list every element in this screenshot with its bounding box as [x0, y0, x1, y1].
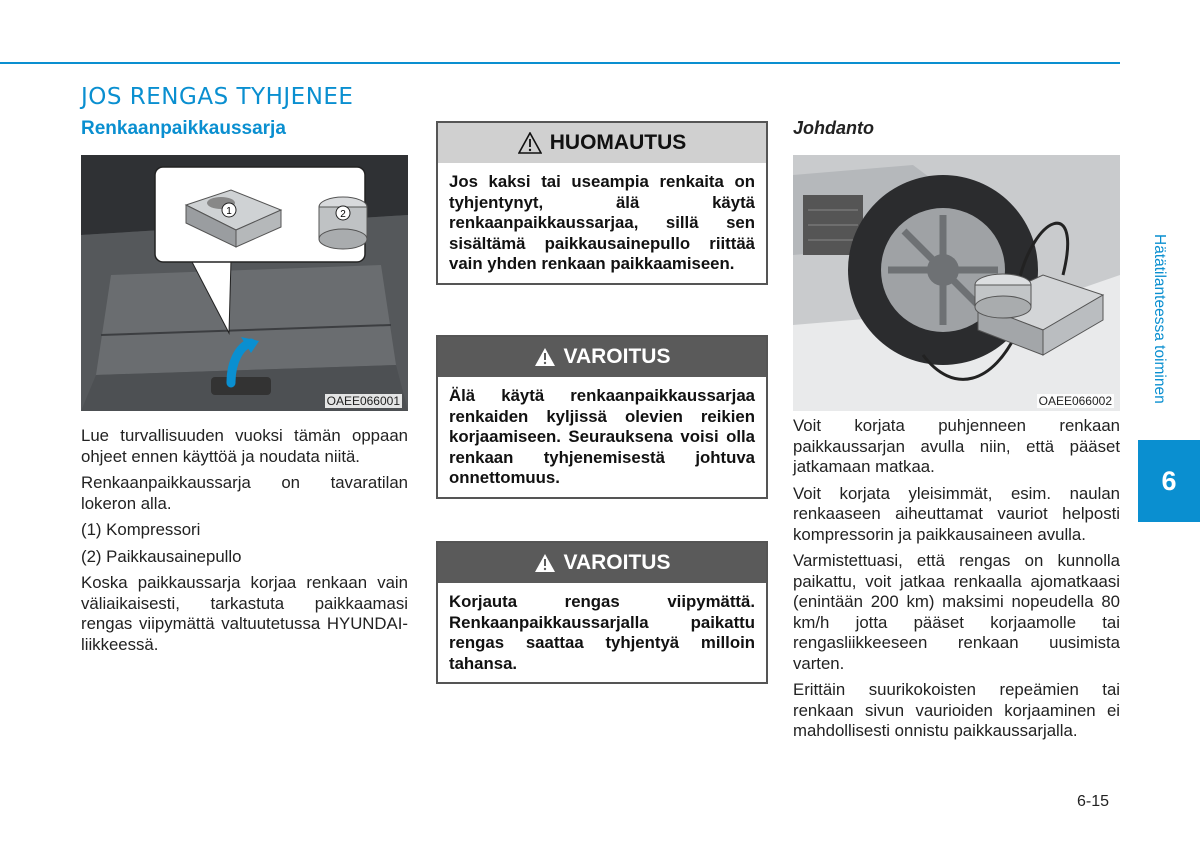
caution-icon: [518, 132, 542, 154]
figure-car-tire-kit: [793, 155, 1120, 411]
chapter-title-text: Hätätilanteessa toiminen: [1151, 234, 1168, 404]
paragraph: Varmistettuasi, että rengas on kunnolla paikattu, voit jatkaa renkaalla ajomatkaasi (enintään 200 km) maksimi nopeudella 80 km/h jotta pääset korjaamolle tai rengasliikkeeseen renkaan uusimista varten.: [793, 551, 1120, 673]
page-number: 6-15: [1077, 793, 1110, 810]
paragraph: Koska paikkaussarja korjaa renkaan vain väliaikaisesti, tarkastuta paikkaamasi rengas viipymättä valtuutetussa HYUNDAI-liikkeessä.: [81, 573, 408, 654]
top-rule: [0, 62, 1120, 64]
notice-box: [436, 121, 768, 285]
warning-icon: [534, 553, 556, 573]
figure-code: OAEE066001: [326, 394, 400, 408]
warning-title: VAROITUS: [563, 345, 671, 368]
paragraph: Renkaanpaikkaussarja on tavaratilan lokeron alla.: [81, 473, 408, 513]
tire-illustration: [793, 155, 1120, 411]
warning-box: [436, 541, 768, 684]
warning-box: [436, 335, 768, 499]
warning-title: VAROITUS: [563, 551, 671, 574]
notice-title: HUOMAUTUS: [549, 131, 687, 154]
callout-2: 2: [340, 209, 346, 220]
warning-text: Korjauta rengas viipymättä. Renkaanpaikkaussarjalla paikattu rengas saattaa tyhjentyä milloin tahansa.: [449, 592, 755, 673]
notice-header: [438, 123, 766, 163]
warning-text: Älä käytä renkaanpaikkaussarjaa renkaiden kyljissä olevien reikien korjaamiseen. Seurauksena voisi olla renkaan tyhjenemisestä johtuva onnettomuus.: [449, 386, 755, 487]
section-title: JOS RENGAS TYHJENEE: [81, 84, 354, 110]
paragraph: Lue turvallisuuden vuoksi tämän oppaan ohjeet ennen käyttöä ja noudata niitä.: [81, 426, 408, 466]
list-item-compressor: (1) Kompressori: [81, 520, 201, 539]
figure-code: OAEE066002: [1038, 394, 1112, 408]
heading-introduction: Johdanto: [793, 118, 874, 138]
list-item-sealant: (2) Paikkausainepullo: [81, 546, 242, 566]
left-body: [81, 426, 408, 661]
trunk-illustration: [81, 155, 408, 411]
right-body: [793, 416, 1120, 748]
figure-trunk-kit: [81, 155, 408, 411]
warning-header: [438, 337, 766, 377]
chapter-tab: 6: [1138, 440, 1200, 522]
paragraph: Erittäin suurikokoisten repeämien tai renkaan sivun vaurioiden korjaaminen ei mahdollisesti onnistu paikkaussarjalla.: [793, 680, 1120, 740]
warning-icon: [534, 347, 556, 367]
paragraph: Voit korjata puhjenneen renkaan paikkaussarjan avulla niin, että pääset jatkamaan matkaa.: [793, 416, 1120, 476]
paragraph: Voit korjata yleisimmät, esim. naulan renkaaseen aiheuttamat vauriot helposti kompressorin ja paikkausaineen avulla.: [793, 483, 1120, 544]
warning-header: [438, 543, 766, 583]
callout-1: 1: [226, 206, 232, 217]
notice-text: Jos kaksi tai useampia renkaita on tyhjentynyt, älä käytä renkaanpaikkaussarjaa, sillä sen sisältämä paikkausainepullo riittää vain yhden renkaan paikkaamiseen.: [449, 172, 755, 273]
subheading-repair-kit: Renkaanpaikkaussarja: [81, 118, 286, 139]
